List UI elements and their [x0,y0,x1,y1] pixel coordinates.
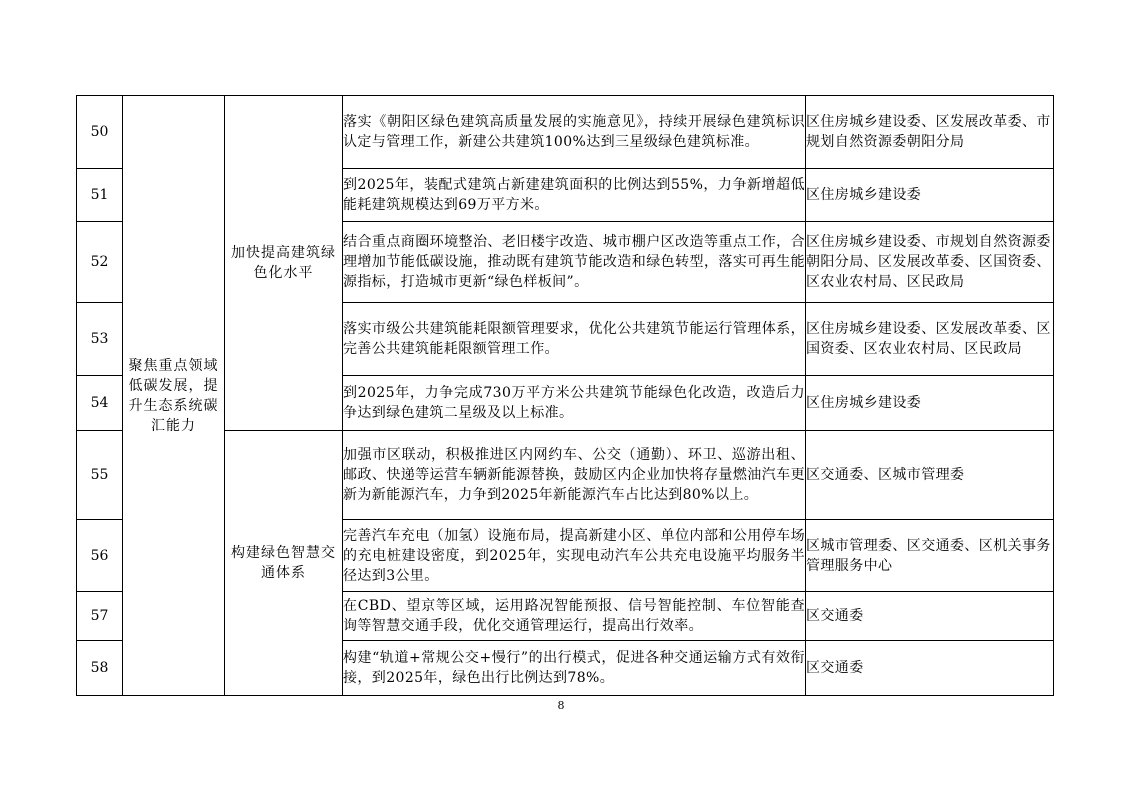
row-number: 53 [77,303,123,376]
row-number: 51 [77,169,123,222]
measure-text: 落实市级公共建筑能耗限额管理要求，优化公共建筑节能运行管理体系，完善公共建筑能耗限额管理工作。 [343,303,806,376]
table-row [77,96,1054,169]
responsible-dept: 区住房城乡建设委、区发展改革委、市规划自然资源委朝阳分局 [806,96,1054,169]
responsible-dept: 区交通委、区城市管理委 [806,431,1054,520]
subcategory-cell: 构建绿色智慧交通体系 [225,431,343,696]
measure-text: 完善汽车充电（加氢）设施布局，提高新建小区、单位内部和公用停车场的充电桩建设密度，到2025年，实现电动汽车公共充电设施平均服务半径达到3公里。 [343,520,806,592]
measure-text: 构建“轨道+常规公交+慢行”的出行模式，促进各种交通运输方式有效衔接，到2025年，绿色出行比例达到78%。 [343,641,806,696]
row-number: 52 [77,222,123,303]
measure-text: 到2025年，力争完成730万平方米公共建筑节能绿色化改造，改造后力争达到绿色建筑二星级及以上标准。 [343,376,806,431]
row-number: 58 [77,641,123,696]
responsible-dept: 区交通委 [806,592,1054,641]
row-number: 54 [77,376,123,431]
responsible-dept: 区城市管理委、区交通委、区机关事务管理服务中心 [806,520,1054,592]
responsible-dept: 区住房城乡建设委、市规划自然资源委朝阳分局、区发展改革委、区国资委、区农业农村局、区民政局 [806,222,1054,303]
row-number: 56 [77,520,123,592]
measure-text: 到2025年，装配式建筑占新建建筑面积的比例达到55%，力争新增超低能耗建筑规模达到69万平方米。 [343,169,806,222]
page-number: 8 [557,699,565,712]
responsible-dept: 区交通委 [806,641,1054,696]
subcategory-cell: 加快提高建筑绿色化水平 [225,96,343,431]
responsible-dept: 区住房城乡建设委、区发展改革委、区国资委、区农业农村局、区民政局 [806,303,1054,376]
responsible-dept: 区住房城乡建设委 [806,376,1054,431]
row-number: 57 [77,592,123,641]
measure-text: 加强市区联动，积极推进区内网约车、公交（通勤）、环卫、巡游出租、邮政、快递等运营车辆新能源替换，鼓励区内企业加快将存量燃油汽车更新为新能源汽车，力争到2025年新能源汽车占比达到80%以上。 [343,431,806,520]
row-number: 55 [77,431,123,520]
measures-table [76,95,1054,696]
row-number: 50 [77,96,123,169]
category-cell: 聚焦重点领域低碳发展，提升生态系统碳汇能力 [123,96,225,696]
measure-text: 结合重点商圈环境整治、老旧楼宇改造、城市棚户区改造等重点工作，合理增加节能低碳设施，推动既有建筑节能改造和绿色转型，落实可再生能源指标，打造城市更新“绿色样板间”。 [343,222,806,303]
measure-text: 落实《朝阳区绿色建筑高质量发展的实施意见》，持续开展绿色建筑标识认定与管理工作，新建公共建筑100%达到三星级绿色建筑标准。 [343,96,806,169]
measure-text: 在CBD、望京等区域，运用路况智能预报、信号智能控制、车位智能查询等智慧交通手段，优化交通管理运行，提高出行效率。 [343,592,806,641]
responsible-dept: 区住房城乡建设委 [806,169,1054,222]
